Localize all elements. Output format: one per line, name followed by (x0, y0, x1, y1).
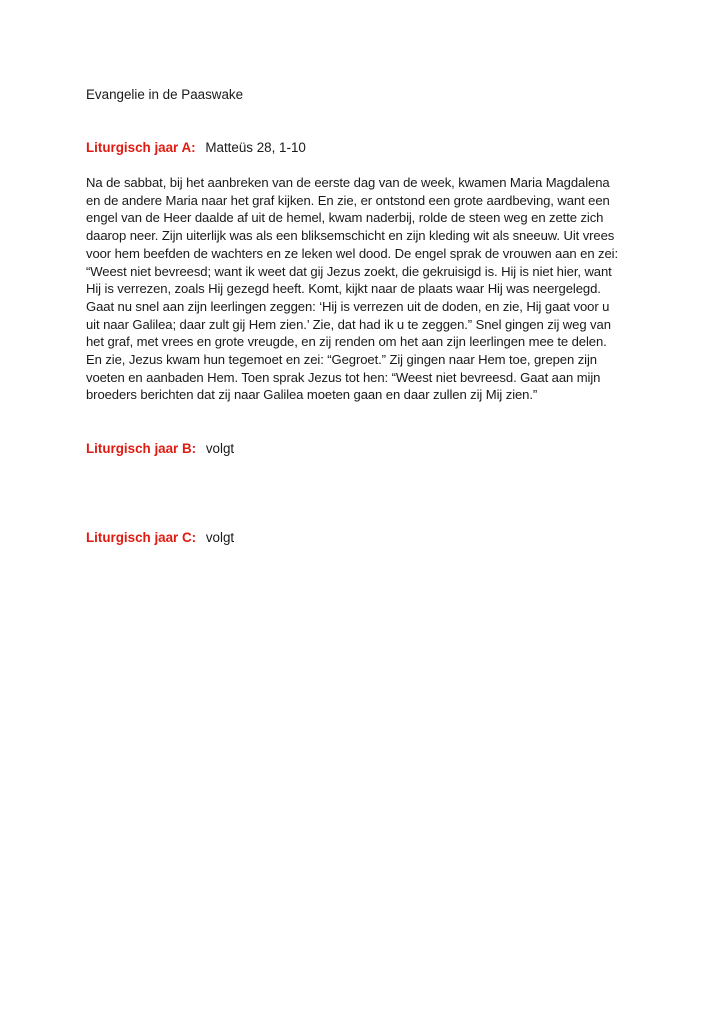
section-year-a-label: Liturgisch jaar A: (86, 140, 196, 155)
text-line: Na de sabbat, bij het aanbreken van de eerste dag van de week, kwamen Maria Magdalena (86, 175, 610, 190)
section-year-a-text (86, 174, 666, 404)
section-year-c-heading (86, 529, 234, 547)
text-line: daarop neer. Zijn uiterlijk was als een bliksemschicht en zijn kleding wit als sneeuw. Uit vrees (86, 228, 615, 244)
section-year-a-reference: Matteüs 28, 1-10 (205, 140, 306, 155)
text-line: en de andere Maria naar het graf kijken. En zie, er ontstond een grote aardbeving, want een (86, 192, 610, 208)
section-year-c-reference: volgt (205, 530, 235, 545)
text-line: Gaat nu snel aan zijn leerlingen zeggen: ‘Hij is verrezen uit de doden, en zie, Hij gaat voor u (86, 298, 610, 314)
section-year-b-label: Liturgisch jaar B: (86, 441, 197, 456)
text-line: En zie, Jezus kwam hun tegemoet en zei: “Gegroet.” Zij gingen naar Hem toe, grepen zijn (86, 352, 597, 368)
section-year-b-heading (86, 440, 234, 458)
section-year-c-label: Liturgisch jaar C: (86, 530, 197, 545)
text-line: voor hem beefden de wachters en ze leken wel dood. De engel sprak de vrouwen aan en zei: (86, 245, 619, 261)
text-line: “Weest niet bevreesd; want ik weet dat gij Jezus zoekt, die gekruisigd is. Hij is niet hier, want (86, 263, 612, 279)
text-line: voeten en aanbaden Hem. Toen sprak Jezus tot hen: “Weest niet bevreesd. Gaat aan mijn (86, 369, 601, 385)
document-title: Evangelie in de Paaswake (86, 87, 244, 102)
text-line: uit naar Galilea; daar zult gij Hem zien.’ Zie, dat had ik u te zeggen.” Snel gingen zij weg van (86, 316, 611, 332)
text-line: het graf, met vrees en grote vreugde, en zij renden om het aan zijn leerlingen mee te delen. (86, 334, 607, 350)
text-line: engel van de Heer daalde af uit de hemel, kwam naderbij, rolde de steen weg en zette zich (86, 210, 604, 226)
text-line: Hij is verrezen, zoals Hij gezegd heeft. Komt, kijkt naar de plaats waar Hij was neergelegd. (86, 281, 601, 297)
section-year-a-heading (86, 139, 306, 157)
text-line: broeders berichten dat zij naar Galilea moeten gaan en daar zullen zij Mij zien.” (86, 387, 538, 403)
section-year-b-reference: volgt (205, 441, 235, 456)
